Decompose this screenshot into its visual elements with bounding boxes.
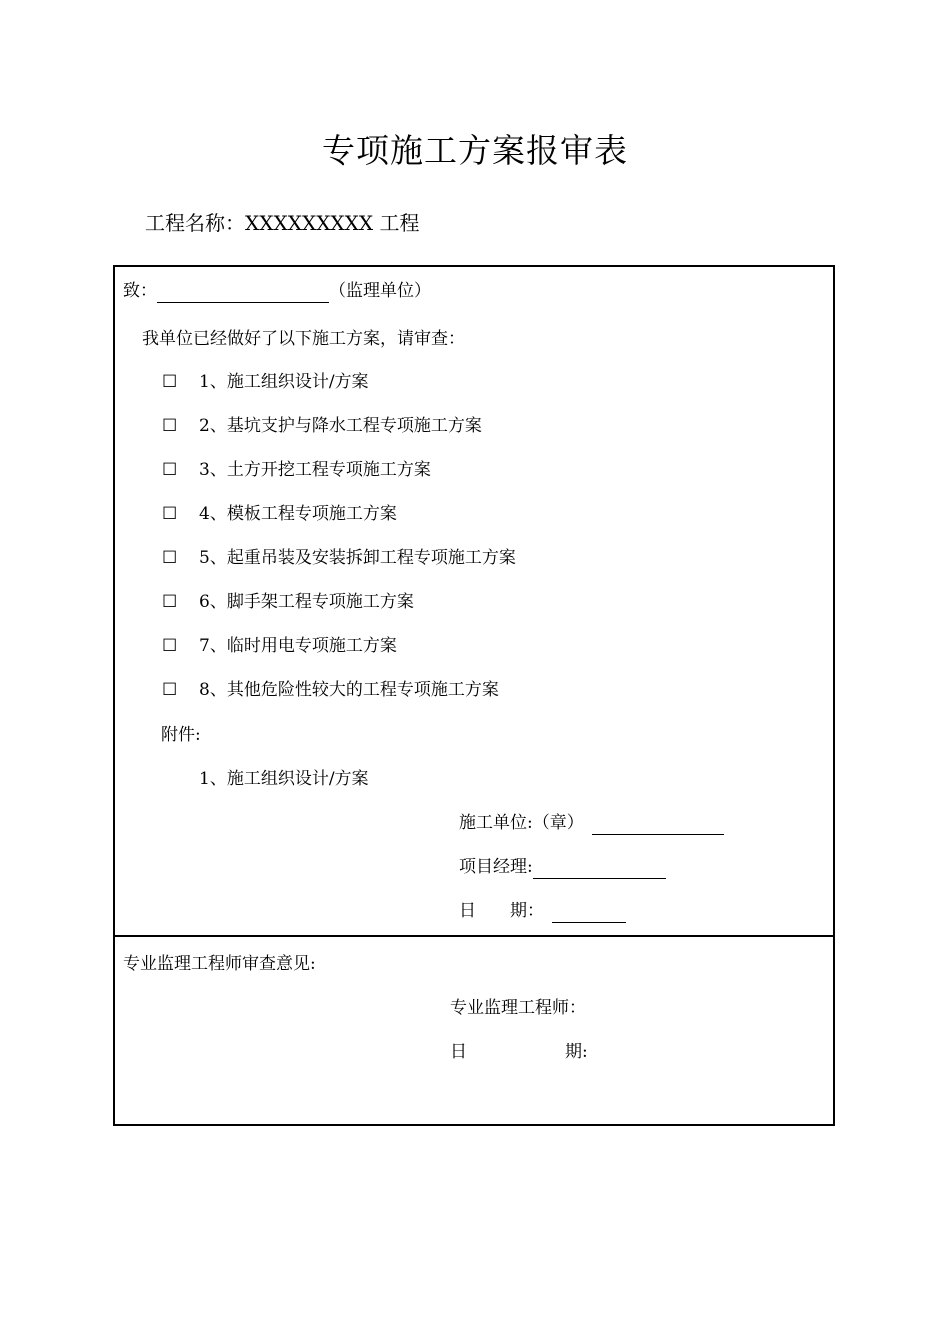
plan-item-label: 8、其他危险性较大的工程专项施工方案 [199, 680, 499, 700]
plan-checkbox[interactable]: ☐ [162, 372, 178, 392]
plan-checkbox[interactable]: ☐ [162, 592, 178, 612]
supervisor-unit-label: （监理单位） [329, 281, 431, 301]
plan-checkbox[interactable]: ☐ [162, 680, 178, 700]
project-name: 工程名称：XXXXXXXXX 工程 [145, 211, 420, 235]
date-label-2a: 日 [450, 1042, 467, 1062]
plan-checkbox[interactable]: ☐ [162, 416, 178, 436]
construction-unit-blank[interactable] [592, 816, 724, 835]
plan-item-label: 5、起重吊装及安装拆卸工程专项施工方案 [199, 548, 516, 568]
plan-checkbox[interactable]: ☐ [162, 636, 178, 656]
section-divider [113, 935, 835, 937]
attachment-item: 1、施工组织设计/方案 [199, 769, 369, 789]
project-manager-label: 项目经理: [459, 857, 533, 877]
plan-checkbox[interactable]: ☐ [162, 504, 178, 524]
construction-unit-row [459, 811, 724, 835]
attachment-label: 附件: [161, 725, 201, 745]
plan-item-label: 3、土方开挖工程专项施工方案 [199, 460, 431, 480]
project-manager-row [459, 855, 666, 879]
construction-unit-label: 施工单位:（章） [459, 813, 584, 833]
plan-checkbox[interactable]: ☐ [162, 460, 178, 480]
review-label: 专业监理工程师审查意见: [123, 954, 316, 974]
date-label-1: 日 期： [459, 901, 544, 921]
plan-item-label: 1、施工组织设计/方案 [199, 372, 369, 392]
plan-item-label: 4、模板工程专项施工方案 [199, 504, 397, 524]
date-label-2b: 期: [565, 1042, 588, 1062]
plan-item-label: 6、脚手架工程专项施工方案 [199, 592, 414, 612]
date-row-1 [459, 899, 626, 923]
to-row [123, 279, 431, 303]
plan-item-label: 2、基坑支护与降水工程专项施工方案 [199, 416, 482, 436]
date-blank-1[interactable] [552, 904, 626, 923]
plan-item-label: 7、临时用电专项施工方案 [199, 636, 397, 656]
plan-checkbox[interactable]: ☐ [162, 548, 178, 568]
project-manager-blank[interactable] [533, 860, 666, 879]
intro-text: 我单位已经做好了以下施工方案，请审查： [142, 329, 465, 349]
engineer-label: 专业监理工程师： [450, 998, 586, 1018]
to-label: 致： [123, 281, 157, 301]
page-title: 专项施工方案报审表 [322, 131, 628, 170]
supervisor-unit-blank[interactable] [157, 284, 329, 303]
